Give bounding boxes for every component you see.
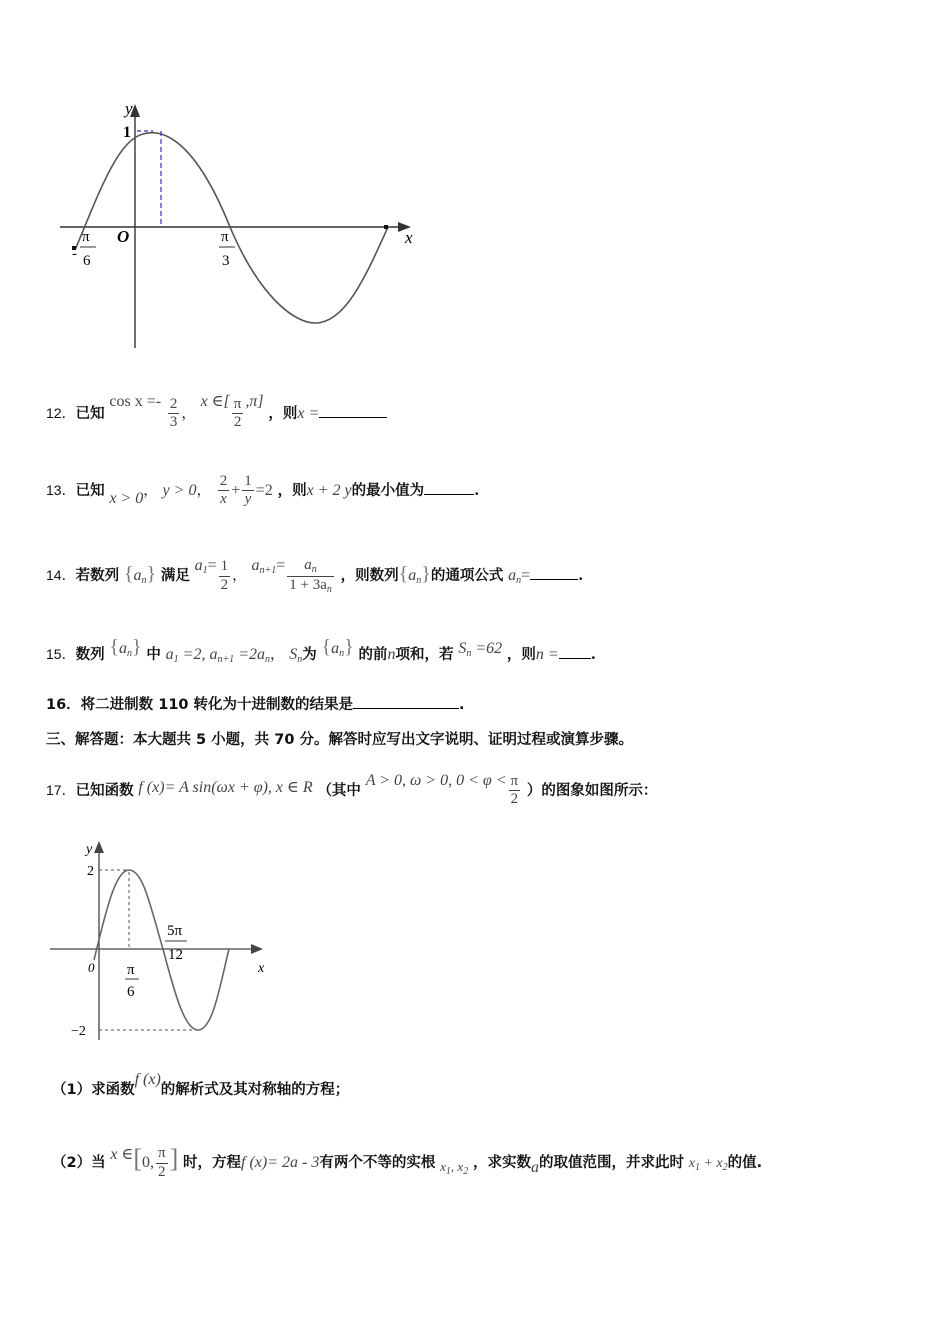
q12-number: 12． <box>46 404 76 421</box>
q14-answer-blank[interactable] <box>530 578 578 580</box>
q14-recurrence-fraction: $\frac{a_n}{1 + 3a_n}$ <box>289 557 332 595</box>
q16-answer-blank[interactable] <box>353 707 459 709</box>
part1-function: f (x) <box>134 1071 161 1088</box>
sinusoid-curve <box>94 870 229 1030</box>
q14-seq: $a_n$ <box>133 567 147 586</box>
q14-an: $a_n$ <box>508 567 522 586</box>
q14-ask: 的通项公式 <box>430 568 504 584</box>
x-axis-label: x <box>405 228 413 247</box>
part2-roots: $x_1$, $x_2$ <box>440 1159 469 1177</box>
q17-number: 17． <box>46 781 76 798</box>
q17-part-2: （2）当 x ∈[0, $\frac{\pi}{2}$ ] 时，方程f (x)= 2a - 3有两个不等的实根 $x_1$, $x_2$ ，求实数a的取值范围，并求此时 $x_1 + x_2$的值. <box>52 1144 763 1180</box>
question-12: 12．已知 cos x =- $\frac{2}{3}$ ， x ∈[ $\frac{\pi}{2}$ ,π] ，则x = <box>46 396 387 432</box>
origin-label: 0 <box>88 960 95 975</box>
part2-domain: x ∈ <box>110 1146 134 1163</box>
part1-text: 的解析式及其对称轴的方程； <box>160 1082 350 1098</box>
part2-domain-fraction: $\frac{\pi}{2}$ <box>158 1145 166 1180</box>
y-axis-arrow <box>94 841 104 853</box>
mid-tick-numerator: π <box>221 229 229 245</box>
q17-part-1 <box>52 1071 350 1099</box>
q14-text: 若数列 <box>75 568 120 584</box>
q17-text: 已知函数 <box>75 782 134 799</box>
q14-an1: $a_{n+1}$ <box>251 557 277 576</box>
q12-cos-expr: cos x =- <box>109 392 162 410</box>
q14-satisfies: 满足 <box>160 568 190 584</box>
left-tick-numerator: π <box>82 229 90 245</box>
origin-label: O <box>117 227 130 246</box>
q15-text: 数列 <box>75 647 105 663</box>
q12-domain-start: x ∈[ <box>200 392 230 410</box>
question-14: 14．若数列 $\{a_n\}$ 满足 $a_1=$ $\frac{1}{2}$ ， $a_{n+1}=$ $\frac{a_n}{1 + 3a_n}$ ，则数列$\{a_n\}$的通项公式 $a_n=$ . <box>46 557 584 595</box>
q15-Sn: $S_n$ <box>289 646 303 665</box>
max-value-label: 1 <box>123 124 131 141</box>
q13-cond-y: y > 0 <box>162 481 197 499</box>
q13-answer-blank[interactable] <box>424 493 474 495</box>
question-16: 16．将二进制数 110 转化为十进制数的结果是 . <box>46 697 465 713</box>
q14-number: 14． <box>46 567 76 583</box>
q17-function: f (x)= A sin(ωx + φ), x ∈ R <box>138 778 313 796</box>
mid-tick-denominator: 3 <box>222 253 230 269</box>
q17-text-end: ）的图象如图所示： <box>526 782 658 799</box>
graph-2 <box>45 835 280 1050</box>
graph-1 <box>55 98 435 358</box>
q12-fraction: $\frac{2}{3}$ <box>169 396 178 431</box>
q12-domain-end: ,π] <box>245 392 264 410</box>
q12-then: ，则 <box>268 405 298 422</box>
tick2-numerator: 5π <box>167 923 183 939</box>
q15-number: 15． <box>46 646 76 662</box>
q15-condition: $a_1 =2$, $a_{n+1} =2a_n$ <box>165 646 270 665</box>
q15-answer-blank[interactable] <box>559 657 591 659</box>
q13-text: 已知 <box>75 482 105 499</box>
q16-text: 16．将二进制数 110 转化为十进制数的结果是 <box>46 697 354 713</box>
question-15: 15．数列 $\{a_n\}$ 中 $a_1 =2$, $a_{n+1} =2a_n$， $S_n$为 $\{a_n\}$ 的前n项和，若 $S_n =62$ ，则n = . <box>46 636 596 665</box>
q13-then: ，则 <box>277 482 307 499</box>
q14-a1: $a_1$ <box>194 557 208 576</box>
x-axis-arrow <box>251 944 263 954</box>
q13-cond-x: x > 0 <box>109 489 144 507</box>
right-endpoint-marker <box>384 225 388 229</box>
q15-sum-condition: $S_n =62$ <box>458 640 503 659</box>
q13-eq: =2 <box>255 481 273 499</box>
q13-fraction-b: $\frac{1}{y}$ <box>244 473 252 508</box>
question-17: 17．已知函数 f (x)= A sin(ωx + φ), x ∈ R （其中 A > 0, ω > 0, 0 < φ < $\frac{\pi}{2}$ ）的图象如图所示： <box>46 771 658 808</box>
part2-equation: f (x)= 2a - 3 <box>241 1154 320 1171</box>
q17-condition: A > 0, ω > 0, 0 < φ < <box>365 771 507 789</box>
left-tick-minus: - <box>72 246 77 262</box>
q14-then: ，则数列 <box>340 568 399 584</box>
question-13: 13．已知 x > 0， y > 0， $\frac{2}{x}$ + $\frac{1}{y}$ =2 ，则x + 2 y的最小值为 . <box>46 473 480 508</box>
x-axis-label: x <box>258 961 265 976</box>
part1-label: （1）求函数 <box>52 1082 135 1098</box>
q14-half: $\frac{1}{2}$ <box>220 558 229 593</box>
q13-number: 13． <box>46 481 76 498</box>
q12-x-eq: x = <box>297 404 320 422</box>
y-bottom-label: −2 <box>71 1024 86 1039</box>
part2-sum: $x_1 + x_2$ <box>688 1156 728 1173</box>
tick2-denominator: 12 <box>168 947 183 963</box>
left-tick-denominator: 6 <box>83 253 91 269</box>
tick1-denominator: 6 <box>127 984 135 1000</box>
part2-label: （2）当 <box>52 1155 106 1171</box>
q17-condition-fraction: $\frac{\pi}{2}$ <box>510 773 519 808</box>
q13-expr: x + 2 y <box>306 481 352 499</box>
q13-fraction-a: $\frac{2}{x}$ <box>219 473 228 508</box>
y-top-label: 2 <box>87 864 94 879</box>
y-axis-label: y <box>86 842 93 857</box>
q13-ask: 的最小值为 <box>351 482 425 499</box>
q12-answer-blank[interactable] <box>319 416 387 418</box>
y-axis-label: y <box>125 99 133 118</box>
section-3-heading: 三、解答题：本大题共 5 小题，共 70 分。解答时应写出文字说明、证明过程或演算步骤。 <box>46 732 633 748</box>
q12-text: 已知 <box>75 405 105 422</box>
tick1-numerator: π <box>127 962 135 978</box>
q12-domain-fraction: $\frac{\pi}{2}$ <box>233 396 242 431</box>
